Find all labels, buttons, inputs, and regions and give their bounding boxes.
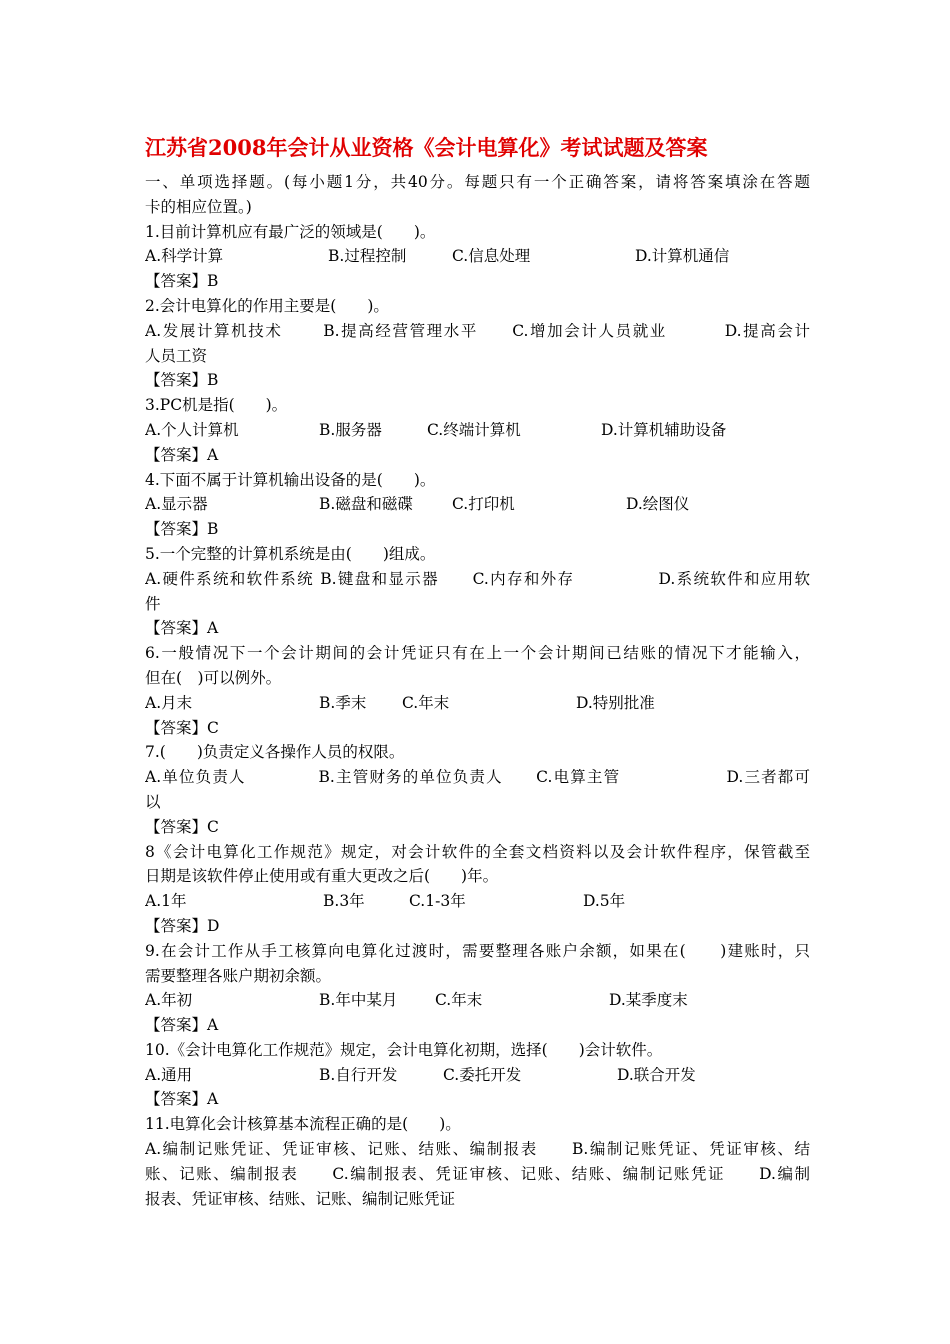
option-c: C.1-3年 [409, 892, 466, 911]
question-options-line: 账、记账、编制报表 C.编制报表、凭证审核、记账、结账、编制记账凭证 D.编制 [145, 1164, 810, 1183]
question-stem: 8《会计电算化工作规范》规定，对会计软件的全套文档资料以及会计软件程序，保管截至 [145, 842, 810, 861]
document-page [145, 132, 810, 1211]
question-stem: 2.会计电算化的作用主要是( )。 [145, 296, 389, 315]
option-a: A.科学计算 [145, 247, 224, 266]
question-stem: 5.一个完整的计算机系统是由( )组成。 [145, 544, 436, 563]
question-options-line: A.发展计算机技术 B.提高经营管理水平 C.增加会计人员就业 D.提高会计 [145, 321, 810, 340]
question-options-line: A.单位负责人 B.主管财务的单位负责人 C.电算主管 D.三者都可 [145, 768, 810, 787]
question-options-line: 以 [145, 792, 161, 811]
answer: 【答案】C [145, 817, 219, 836]
answer: 【答案】D [145, 916, 220, 935]
option-b: B.过程控制 [328, 247, 407, 266]
option-a: A.月末 [145, 693, 193, 712]
option-b: B.3年 [323, 892, 365, 911]
question-options [145, 1063, 810, 1088]
question-options [145, 889, 810, 914]
option-a: A.1年 [145, 892, 187, 911]
question-options [145, 492, 810, 517]
question-options [145, 691, 810, 716]
question-stem: 11.电算化会计核算基本流程正确的是( )。 [145, 1115, 461, 1134]
section-intro-line-1: 一、单项选择题。(每小题1分，共40分。每题只有一个正确答案，请将答案填涂在答题 [145, 173, 810, 191]
question-options-line: A.编制记账凭证、凭证审核、记账、结账、编制报表 B.编制记账凭证、凭证审核、结 [145, 1140, 810, 1159]
answer: 【答案】A [145, 619, 219, 638]
question-stem: 日期是该软件停止使用或有重大更改之后( )年。 [145, 867, 499, 886]
question-stem: 但在( )可以例外。 [145, 668, 282, 687]
option-a: A.个人计算机 [145, 420, 239, 439]
option-a: A.年初 [145, 991, 193, 1010]
option-c: C.年末 [435, 991, 483, 1010]
answer: 【答案】A [145, 445, 219, 464]
option-d: D.联合开发 [617, 1065, 696, 1084]
question-options [145, 244, 810, 269]
question-stem: 1.目前计算机应有最广泛的领域是( )。 [145, 222, 436, 241]
answer: 【答案】B [145, 371, 219, 390]
question-stem: 需要整理各账户期初余额。 [145, 966, 332, 985]
option-d: D.绘图仪 [626, 495, 690, 514]
option-d: D.特别批准 [576, 693, 655, 712]
answer: 【答案】A [145, 1090, 219, 1109]
option-a: A.通用 [145, 1065, 193, 1084]
question-options-line: 报表、凭证审核、结账、记账、编制记账凭证 [145, 1189, 456, 1208]
option-c: C.打印机 [452, 495, 515, 514]
answer: 【答案】C [145, 718, 219, 737]
question-stem: 7.( )负责定义各操作人员的权限。 [145, 743, 405, 762]
option-c: C.信息处理 [452, 247, 531, 266]
question-stem: 6.一般情况下一个会计期间的会计凭证只有在上一个会计期间已结账的情况下才能输入， [145, 644, 810, 663]
question-stem: 10.《会计电算化工作规范》规定，会计电算化初期，选择( )会计软件。 [145, 1040, 663, 1059]
question-stem: 9.在会计工作从手工核算向电算化过渡时，需要整理各账户余额，如果在( )建账时，只 [145, 941, 810, 960]
answer: 【答案】A [145, 1016, 219, 1035]
option-d: D.计算机通信 [635, 247, 730, 266]
question-options-line: A.硬件系统和软件系统 B.键盘和显示器 C.内存和外存 D.系统软件和应用软 [145, 569, 810, 588]
question-stem: 3.PC机是指( )。 [145, 396, 288, 415]
section-intro-line-2: 卡的相应位置。) [145, 197, 252, 216]
answer: 【答案】B [145, 520, 219, 539]
question-options [145, 988, 810, 1013]
option-b: B.服务器 [319, 420, 382, 439]
option-c: C.年末 [402, 693, 450, 712]
option-b: B.季末 [319, 693, 367, 712]
option-b: B.年中某月 [319, 991, 398, 1010]
answer: 【答案】B [145, 272, 219, 291]
option-d: D.5年 [583, 892, 626, 911]
question-stem: 4.下面不属于计算机输出设备的是( )。 [145, 470, 436, 489]
option-b: B.磁盘和磁碟 [319, 495, 413, 514]
option-d: D.某季度末 [609, 991, 688, 1010]
option-c: C.终端计算机 [427, 420, 521, 439]
question-options-line: 件 [145, 594, 161, 613]
option-b: B.自行开发 [319, 1065, 398, 1084]
option-d: D.计算机辅助设备 [601, 420, 727, 439]
document-title: 江苏省2008年会计从业资格《会计电算化》考试试题及答案 [145, 135, 708, 160]
option-a: A.显示器 [145, 495, 208, 514]
question-options [145, 418, 810, 443]
option-c: C.委托开发 [443, 1065, 522, 1084]
question-options-line: 人员工资 [145, 346, 208, 365]
